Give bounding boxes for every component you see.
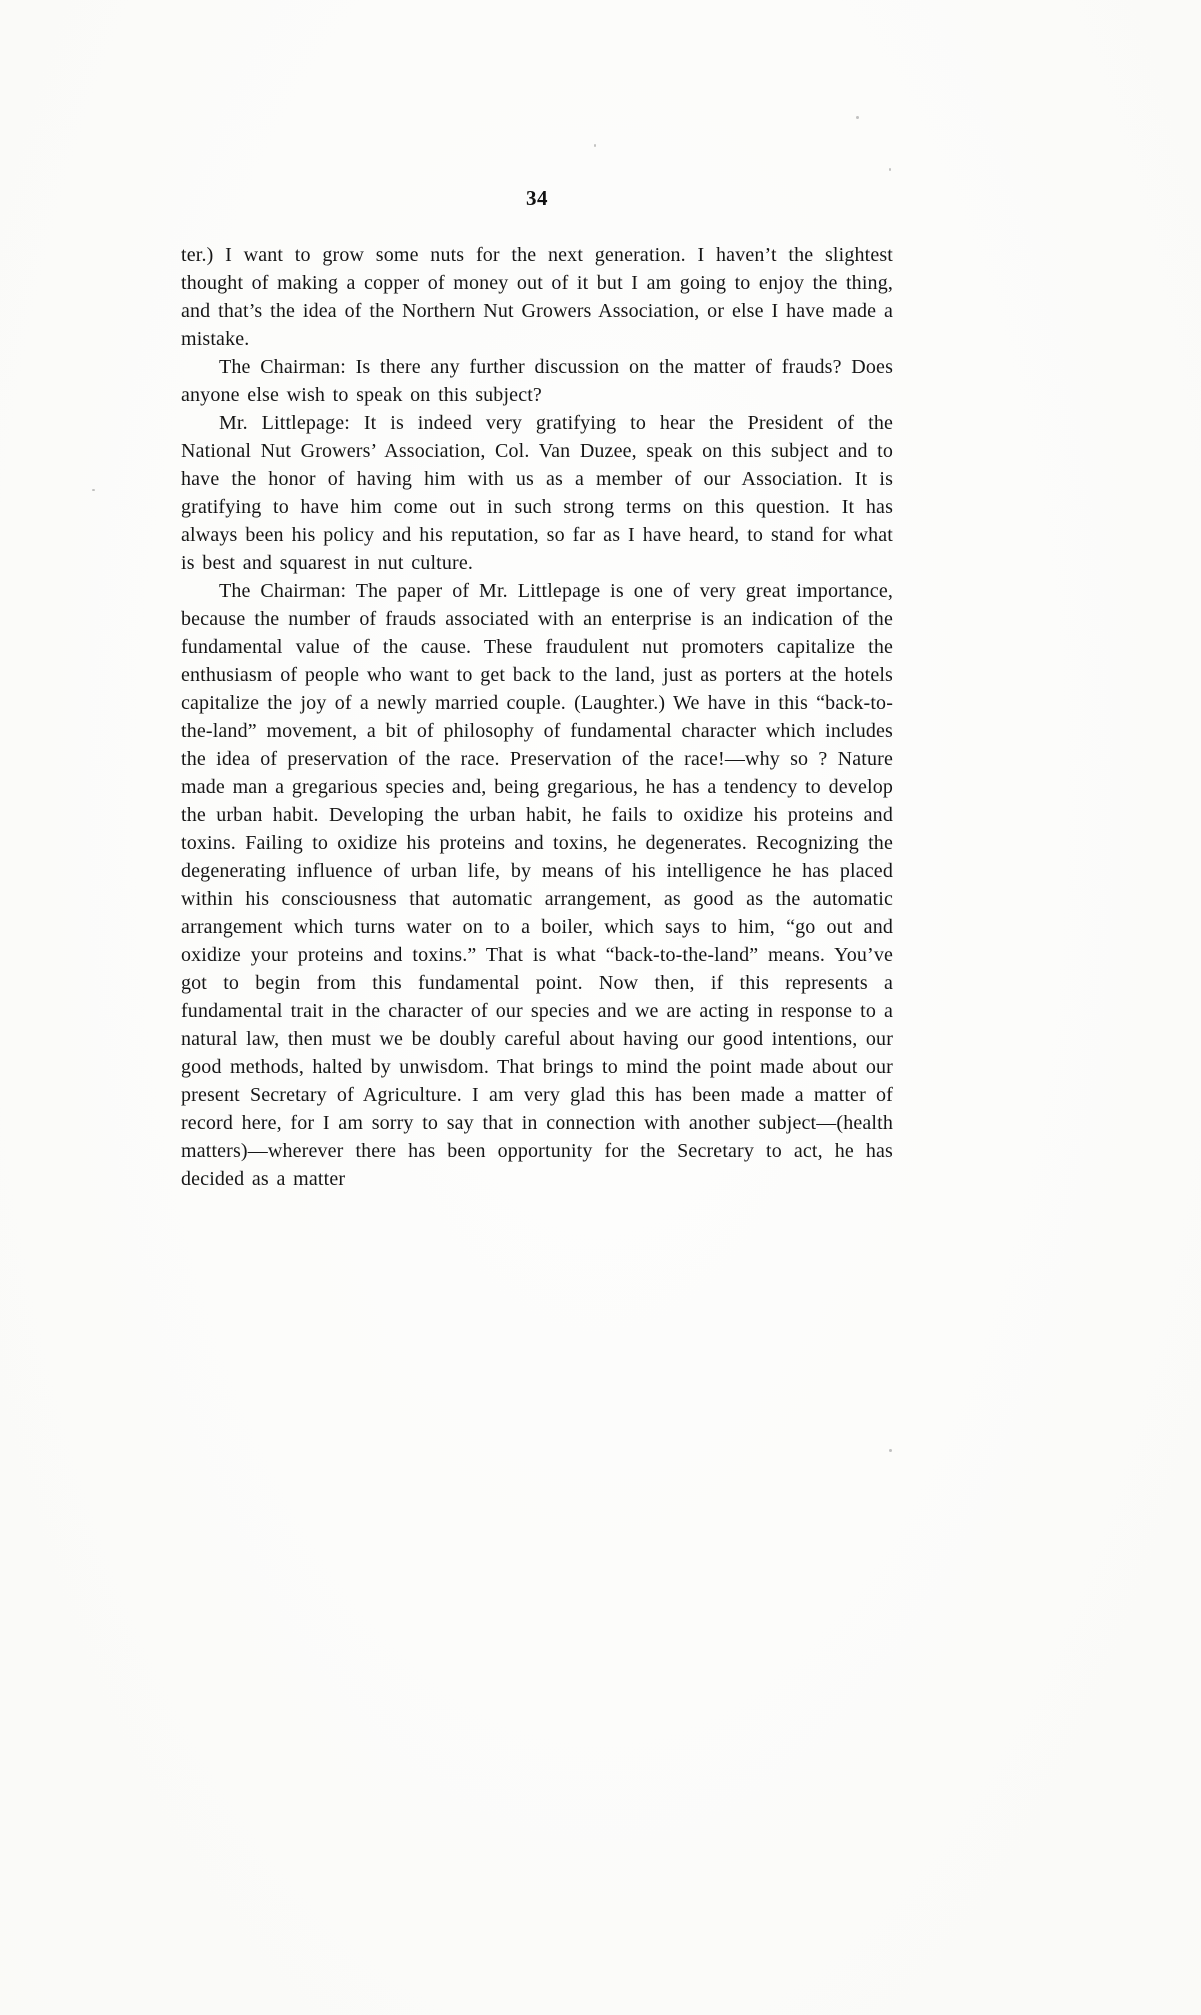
scan-speck [92, 489, 95, 491]
scan-speck [889, 1449, 892, 1452]
paragraph-continuation: ter.) I want to grow some nuts for the next generation. I haven’t the slightest thought of making a copper of money out of it but I am going to enjoy the thing, and that’s the idea of the Northern Nut Growers Association, or else I have made a mistake. [181, 244, 893, 350]
paragraph-littlepage: Mr. Littlepage: It is indeed very gratifying to hear the President of the National Nut Growers’ Association, Col. Van Duzee, speak on this subject and to have the honor of having him with us as a member of our Association. It is gratifying to have him come out in such strong terms on this question. It has always been his policy and his reputation, so far as I have heard, to stand for what is best and squarest in nut culture. [181, 412, 893, 574]
paragraph-chairman-question: The Chairman: Is there any further discussion on the matter of frauds? Does anyone else wish to speak on this subject? [181, 356, 893, 406]
scan-speck [889, 168, 891, 171]
paragraph-chairman-speech: The Chairman: The paper of Mr. Littlepage is one of very great importance, because the number of frauds associated with an enterprise is an indication of the fundamental value of the cause. These fraudulent nut promoters capitalize the enthusiasm of people who want to get back to the land, just as porters at the hotels capitalize the joy of a newly married couple. (Laughter.) We have in this “back-to-the-land” movement, a bit of philosophy of fundamental character which includes the idea of preservation of the race. Preservation of the race!—why so ? Nature made man a gregarious species and, being gregarious, he has a tendency to develop the urban habit. Developing the urban habit, he fails to oxidize his proteins and toxins. Failing to oxidize his proteins and toxins, he degenerates. Recognizing the degenerating influence of urban life, by means of his intelligence he has placed within his consciousness that automatic arrangement, as good as the automatic arrangement which turns water on to a boiler, which says to him, “go out and oxidize your proteins and toxins.” That is what “back-to-the-land” means. You’ve got to begin from this fundamental point. Now then, if this represents a fundamental trait in the character of our species and we are acting in response to a natural law, then must we be doubly careful about having our good intentions, our good methods, halted by unwisdom. That brings to mind the point made about our present Secretary of Agriculture. I am very glad this has been made a matter of record here, for I am sorry to say that in connection with another subject—(health matters)—wherever there has been opportunity for the Secretary to act, he has decided as a matter [181, 580, 893, 1190]
page-number: 34 [526, 186, 548, 210]
scan-speck [594, 144, 596, 147]
page-text [181, 241, 893, 1193]
scan-speck [856, 116, 859, 119]
